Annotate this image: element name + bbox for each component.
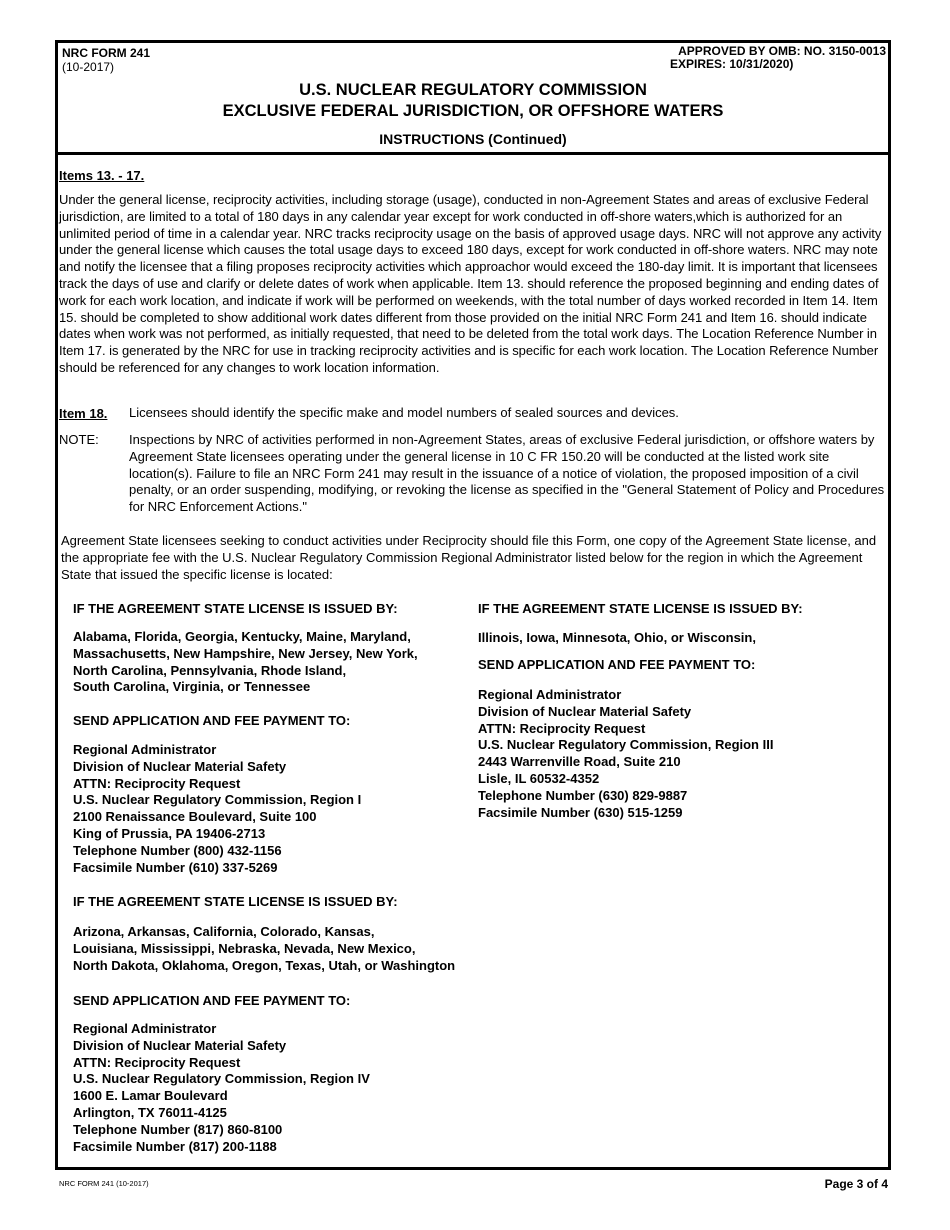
region1-states-line: Massachusetts, New Hampshire, New Jersey, New York, (73, 645, 418, 661)
items-13-17-text: Under the general license, reciprocity activities, including storage (usage), conducted in non-Agreement States and areas of exclusive Federal jurisdiction, are limited to a total of 180 days in any calendar year except for work conducted in off-shore waters,which is authorized for an unlimited period of time in a calendar year. NRC tracks reciprocity usage on the basis of approved usage days. NRC will not approve any activity under the general license which causes the total usage days to exceed 180 days, except for work conducted in off-shore waters. NRC may note and notify the licensee that a filing proposes reciprocity activities which approachor would exceed the 180-day limit. It is important that licensees track the days of use and clarify or delete dates of work when applicable. Item 13. should reference the proposed beginning and ending dates of work for each work location, and indicate if work will be performed on weekends, with the total number of days worked recorded in Item 14. Item 15. should be completed to show additional work dates different from those provided on the initial NRC Form 241 and Item 16. should indicate dates when work was not performed, as initially requested, that need to be deleted from the total work days. The Location Reference Number in Item 17. is generated by the NRC for use in tracking reciprocity activities and is specific for each work location. The Location Reference Number should be referenced for any changes to work location information. (59, 192, 882, 375)
region4-address-line: Arlington, TX 76011-4125 (73, 1104, 227, 1120)
region3-address-line: ATTN: Reciprocity Request (478, 720, 646, 736)
region1-address-line: King of Prussia, PA 19406-2713 (73, 825, 266, 841)
region1-address-line: ATTN: Reciprocity Request (73, 775, 241, 791)
region1-send-heading: SEND APPLICATION AND FEE PAYMENT TO: (73, 713, 351, 728)
region3-states-line: Illinois, Iowa, Minnesota, Ohio, or Wisconsin, (478, 630, 756, 645)
region1-address (73, 742, 361, 876)
region4-send-heading: SEND APPLICATION AND FEE PAYMENT TO: (73, 993, 351, 1008)
region1-address-line: U.S. Nuclear Regulatory Commission, Region I (73, 792, 362, 808)
region3-address-line: Facsimile Number (630) 515-1259 (478, 804, 683, 820)
agreement-paragraph: Agreement State licensees seeking to conduct activities under Reciprocity should file this Form, one copy of the Agreement State license, and the appropriate fee with the U.S. Nuclear Regulatory Commission Regional Administrator listed below for the region in which the Agreement State that issued the specific license is located: (61, 533, 877, 582)
item-18-text: Licensees should identify the specific make and model numbers of sealed sources and devices. (129, 405, 679, 420)
region3-address-line: Lisle, IL 60532-4352 (478, 770, 600, 786)
region4-address (73, 1021, 370, 1155)
item-18-heading: Item 18. (59, 406, 108, 421)
region3-issued-by-heading: IF THE AGREEMENT STATE LICENSE IS ISSUED BY: (478, 601, 803, 616)
region1-address-line: Division of Nuclear Material Safety (73, 758, 287, 774)
region1-address-line: 2100 Renaissance Boulevard, Suite 100 (73, 809, 317, 825)
region4-states (73, 924, 455, 974)
region1-address-line: Facsimile Number (610) 337-5269 (73, 859, 278, 875)
region3-address-line: Division of Nuclear Material Safety (478, 703, 692, 719)
region4-address-line: Division of Nuclear Material Safety (73, 1037, 287, 1053)
form-date: (10-2017) (62, 60, 115, 74)
region4-states-line: North Dakota, Oklahoma, Oregon, Texas, Utah, or Washington (73, 957, 456, 973)
page-subtitle: INSTRUCTIONS (Continued) (379, 131, 567, 147)
region1-issued-by-heading: IF THE AGREEMENT STATE LICENSE IS ISSUED BY: (73, 601, 398, 616)
footer-form-ref: NRC FORM 241 (10-2017) (59, 1179, 149, 1188)
region1-states (73, 629, 418, 696)
note-label: NOTE: (59, 432, 99, 447)
region4-address-line: ATTN: Reciprocity Request (73, 1054, 241, 1070)
region3-address (478, 687, 773, 821)
region3-address-line: U.S. Nuclear Regulatory Commission, Region III (478, 737, 774, 753)
omb-approval: APPROVED BY OMB: NO. 3150-0013 (678, 44, 886, 58)
items-13-17-heading: Items 13. - 17. (59, 168, 145, 183)
region4-issued-by-heading: IF THE AGREEMENT STATE LICENSE IS ISSUED BY: (73, 894, 398, 909)
region3-send-heading: SEND APPLICATION AND FEE PAYMENT TO: (478, 657, 756, 672)
region4-address-line: Regional Administrator (73, 1021, 217, 1036)
region3-address-line: 2443 Warrenville Road, Suite 210 (478, 754, 681, 770)
form-id: NRC FORM 241 (62, 46, 151, 60)
page-title: U.S. NUCLEAR REGULATORY COMMISSION (299, 81, 647, 99)
region1-address-line: Regional Administrator (73, 742, 217, 757)
omb-expires: EXPIRES: 10/31/2020) (670, 57, 794, 71)
region4-address-line: U.S. Nuclear Regulatory Commission, Region IV (73, 1071, 370, 1087)
region1-address-line: Telephone Number (800) 432-1156 (73, 842, 282, 858)
omb-approval-block (560, 45, 886, 71)
region1-states-line: South Carolina, Virginia, or Tennessee (73, 679, 311, 695)
region4-states-line: Louisiana, Mississippi, Nebraska, Nevada, New Mexico, (73, 940, 416, 956)
region1-states-line: North Carolina, Pennsylvania, Rhode Island, (73, 662, 347, 678)
region4-address-line: Facsimile Number (817) 200-1188 (73, 1138, 277, 1154)
page-number: Page 3 of 4 (824, 1177, 888, 1191)
region1-states-line: Alabama, Florida, Georgia, Kentucky, Maine, Maryland, (73, 629, 411, 644)
region4-address-line: 1600 E. Lamar Boulevard (73, 1088, 228, 1104)
header-divider (55, 152, 891, 155)
note-text: Inspections by NRC of activities performed in non-Agreement States, areas of exclusive Federal jurisdiction, or offshore waters by Agreement State licensees operating under the general license in 10 C FR 150.20 will be conducted at the listed work site location(s). Failure to file an NRC Form 241 may result in the issuance of a notice of violation, the proposed imposition of a civil penalty, or an order suspending, modifying, or revoking the license as specified in the "General Statement of Policy and Procedures for NRC Enforcement Actions." (129, 432, 885, 515)
region4-address-line: Telephone Number (817) 860-8100 (73, 1121, 283, 1137)
region3-address-line: Telephone Number (630) 829-9887 (478, 787, 688, 803)
region4-states-line: Arizona, Arkansas, California, Colorado, Kansas, (73, 924, 375, 939)
region3-address-line: Regional Administrator (478, 687, 622, 702)
region3-states (478, 630, 756, 647)
page-title-line2: EXCLUSIVE FEDERAL JURISDICTION, OR OFFSHORE WATERS (222, 102, 724, 120)
